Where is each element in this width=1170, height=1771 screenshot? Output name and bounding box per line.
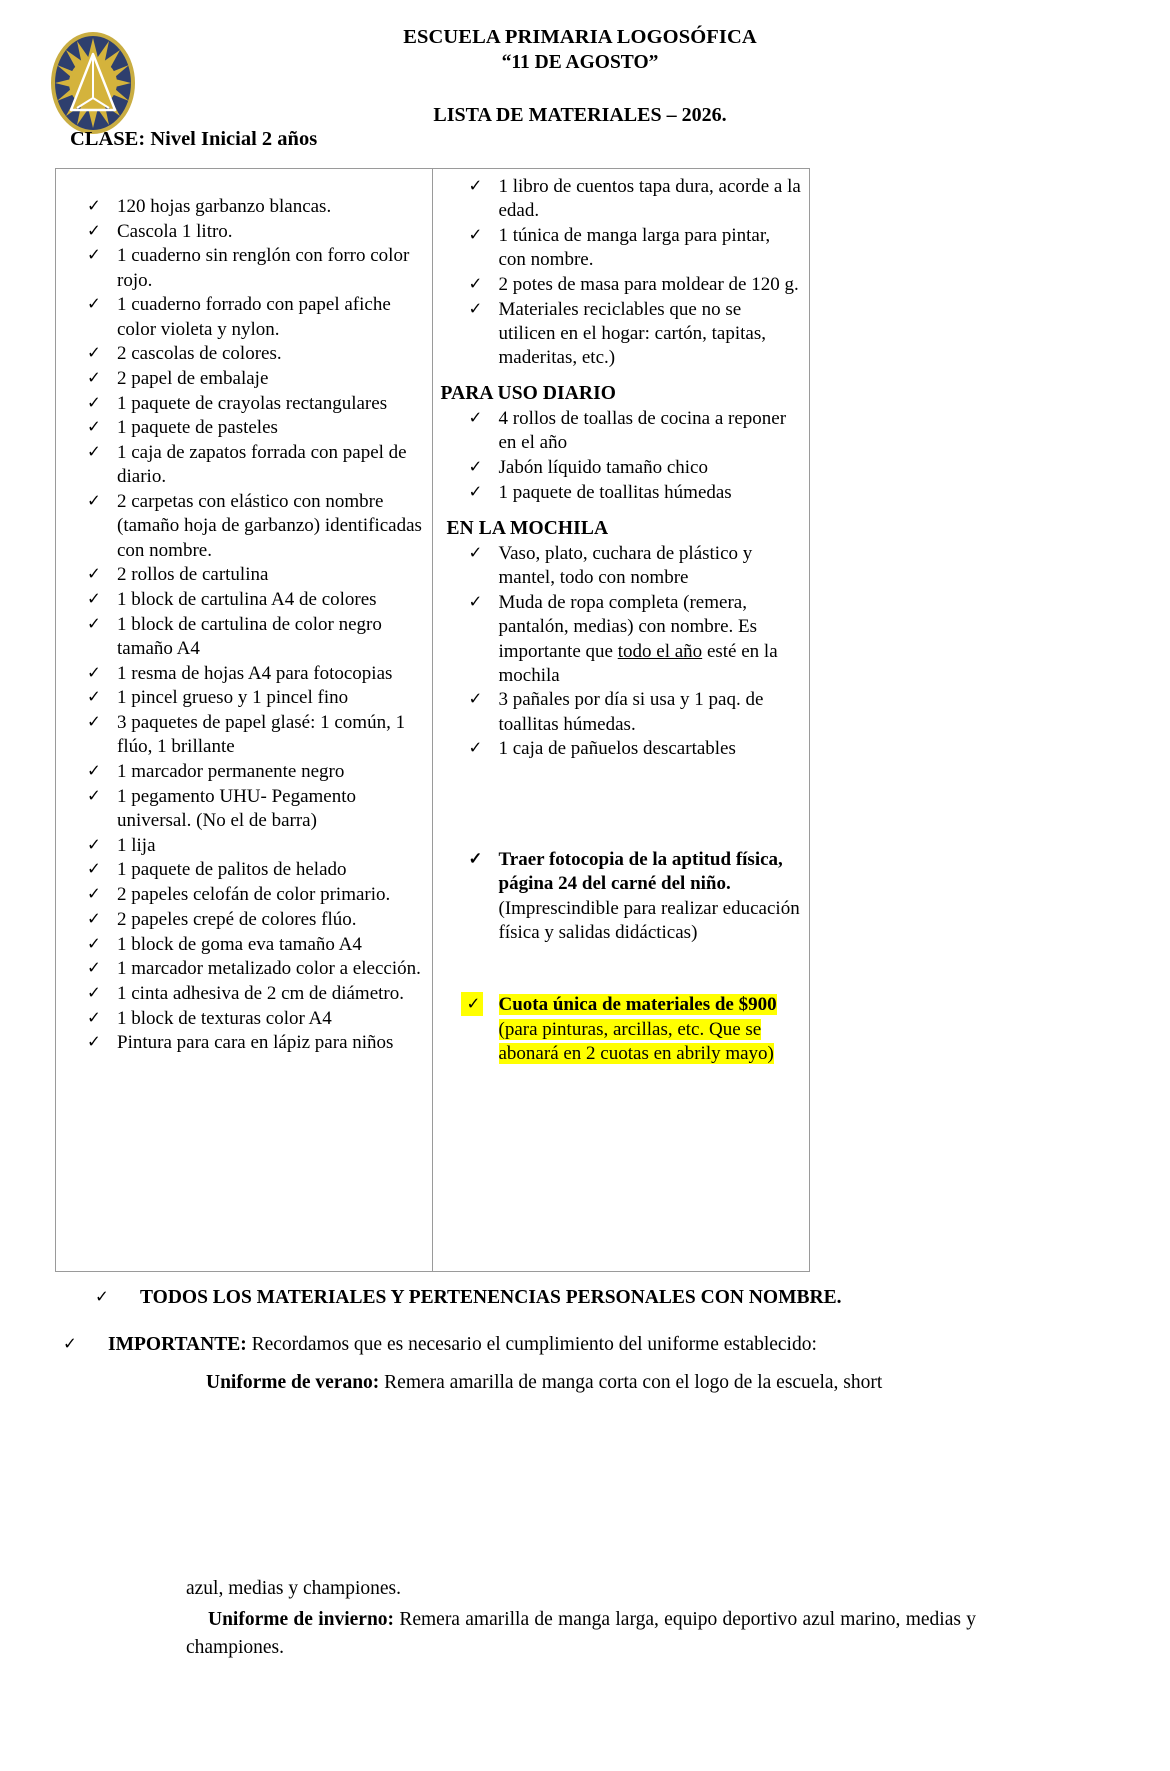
backpack-item-emphasis: todo el año <box>617 640 703 662</box>
check-icon: ✓ <box>87 1032 101 1052</box>
daily-item <box>455 407 802 455</box>
fotocopia-note-bold: Traer fotocopia de la aptitud física, página 24 del carné del niño. <box>498 849 783 895</box>
material-item-text: 2 rollos de cartulina <box>117 564 269 586</box>
material-item <box>76 908 424 932</box>
daily-item <box>455 481 802 505</box>
material-item-text: 1 resma de hojas A4 para fotocopias <box>117 662 393 684</box>
material-item <box>76 711 424 759</box>
check-icon: ✓ <box>87 368 101 388</box>
backpack-item-text: 1 caja de pañuelos descartables <box>498 738 736 760</box>
backpack-item <box>455 688 802 736</box>
material-item-text: Materiales reciclables que no se utilicen en el hogar: cartón, tapitas, maderitas, etc.) <box>498 298 766 369</box>
class-label: CLASE: <box>70 128 146 150</box>
check-icon: ✓ <box>87 343 101 363</box>
check-icon: ✓ <box>468 689 483 709</box>
check-icon: ✓ <box>87 245 101 265</box>
materials-table <box>55 168 810 1272</box>
backpack-list <box>455 542 802 761</box>
check-icon: ✓ <box>468 849 483 869</box>
check-icon: ✓ <box>87 589 101 608</box>
material-item-text: 2 papeles celofán de color primario. <box>117 884 391 906</box>
check-icon: ✓ <box>87 687 101 707</box>
material-item <box>76 588 424 612</box>
material-item <box>76 220 424 244</box>
material-item-text: 2 papeles crepé de colores flúo. <box>117 908 357 930</box>
material-item-text: Pintura para cara en lápiz para niños <box>117 1032 394 1054</box>
check-icon: ✓ <box>87 417 101 437</box>
material-item <box>76 244 424 292</box>
material-item-text: 1 caja de zapatos forrada con papel de diario. <box>117 442 407 488</box>
check-icon: ✓ <box>87 613 101 633</box>
material-item <box>76 834 424 858</box>
vertical-spacer <box>455 762 802 848</box>
all-materials-period: . <box>836 1287 842 1308</box>
fotocopia-note-item <box>455 848 802 945</box>
backpack-item-text: Muda de ropa completa (remera, pantalón, medias) con nombre. Es importante que <box>498 592 758 662</box>
material-item-text: 1 túnica de manga larga para pintar, con nombre. <box>498 224 771 271</box>
right-top-list <box>455 175 802 370</box>
check-icon: ✓ <box>87 712 101 732</box>
material-item <box>76 613 424 661</box>
fee-note-amount: $900 <box>738 994 777 1016</box>
document-footer <box>0 1285 1170 1658</box>
material-item <box>76 367 424 391</box>
daily-item-text: 1 paquete de toallitas húmedas <box>498 481 732 503</box>
material-item <box>455 224 802 272</box>
material-item <box>76 760 424 784</box>
material-item-text: 2 papel de embalaje <box>117 368 269 390</box>
summer-uniform-label: Uniforme de verano: <box>206 1371 380 1393</box>
left-materials-list <box>76 195 424 1056</box>
material-item-text: 1 block de cartulina de color negro tamaño A4 <box>117 613 382 659</box>
material-item <box>76 686 424 710</box>
material-item-text: 1 paquete de crayolas rectangulares <box>117 392 388 414</box>
material-item <box>76 563 424 587</box>
check-icon: ✓ <box>468 176 483 195</box>
fee-note <box>455 993 802 1066</box>
important-text: Recordamos que es necesario el cumplimiento del uniforme establecido: <box>246 1334 817 1356</box>
vertical-spacer-2 <box>455 945 802 993</box>
all-materials-text: TODOS LOS MATERIALES Y PERTENENCIAS PERSONALES CON NOMBRE <box>140 1287 837 1308</box>
backpack-item-text: Vaso, plato, cuchara de plástico y mantel, todo con nombre <box>498 543 753 589</box>
material-item-text: 1 cinta adhesiva de 2 cm de diámetro. <box>117 983 405 1004</box>
school-crest-logo <box>47 28 139 138</box>
winter-uniform-text: Remera amarilla de manga larga, equipo deportivo azul marino, medias y championes. <box>186 1609 976 1658</box>
material-item-text: 1 marcador metalizado color a elección. <box>117 958 421 980</box>
check-icon: ✓ <box>87 785 101 805</box>
check-icon: ✓ <box>87 908 101 928</box>
class-line <box>70 128 317 151</box>
check-icon: ✓ <box>468 481 483 501</box>
material-item-text: 2 carpetas con elástico con nombre (tamaño hoja de garbanzo) identificadas con nombre. <box>117 491 422 561</box>
material-item-text: 1 block de texturas color A4 <box>117 1007 332 1029</box>
daily-item-text: 4 rollos de toallas de cocina a reponer en el año <box>498 408 787 454</box>
check-icon: ✓ <box>87 196 101 215</box>
all-materials-note <box>95 1285 1170 1310</box>
check-icon: ✓ <box>95 1287 109 1306</box>
check-icon: ✓ <box>461 992 484 1015</box>
backpack-item-text-tail: esté en la mochila <box>498 640 778 686</box>
check-icon: ✓ <box>87 491 101 511</box>
summer-uniform-continued: azul, medias y championes. <box>186 1578 401 1599</box>
check-icon: ✓ <box>468 543 483 563</box>
backpack-item-text: 3 pañales por día si usa y 1 paq. de toallitas húmedas. <box>498 689 764 735</box>
summer-uniform-text: Remera amarilla de manga corta con el logo de la escuela, short <box>379 1371 883 1393</box>
material-item <box>76 957 424 981</box>
document-header <box>0 0 1170 160</box>
school-name: ESCUELA PRIMARIA LOGOSÓFICA <box>403 26 757 48</box>
material-item <box>76 195 424 219</box>
material-item-text: 2 cascolas de colores. <box>117 343 282 365</box>
material-item-text: 1 cuaderno sin renglón con forro color rojo. <box>117 245 410 291</box>
summer-uniform-line <box>206 1370 966 1396</box>
important-note <box>63 1332 1170 1357</box>
material-item <box>76 490 424 563</box>
material-item-text: 120 hojas garbanzo blancas. <box>117 196 332 217</box>
material-item-text: Cascola 1 litro. <box>117 220 233 242</box>
material-item-text: 1 paquete de pasteles <box>117 417 278 439</box>
check-icon: ✓ <box>87 834 101 854</box>
check-icon: ✓ <box>87 564 101 584</box>
materials-column-left <box>56 169 433 1271</box>
check-icon: ✓ <box>87 392 101 412</box>
backpack-item <box>455 737 802 761</box>
material-item <box>76 1031 424 1055</box>
check-icon: ✓ <box>87 933 101 953</box>
material-item-text: 1 block de goma eva tamaño A4 <box>117 933 362 955</box>
material-item-text: 3 paquetes de papel glasé: 1 común, 1 flúo, 1 brillante <box>117 712 406 758</box>
material-item <box>76 392 424 416</box>
class-value: Nivel Inicial 2 años <box>150 128 318 150</box>
backpack-heading: EN LA MOCHILA <box>446 518 609 540</box>
check-icon: ✓ <box>87 294 101 314</box>
check-icon: ✓ <box>87 442 101 462</box>
backpack-item <box>455 591 802 688</box>
title-block <box>180 24 980 127</box>
check-icon: ✓ <box>87 1007 101 1027</box>
check-icon: ✓ <box>87 761 101 781</box>
material-item <box>76 342 424 366</box>
daily-use-heading: PARA USO DIARIO <box>440 383 617 405</box>
material-item <box>76 982 424 1006</box>
winter-uniform-label: Uniforme de invierno: <box>208 1609 395 1631</box>
material-item <box>455 175 802 223</box>
check-icon: ✓ <box>87 662 101 682</box>
material-item <box>76 785 424 833</box>
material-item <box>76 293 424 341</box>
school-subtitle: “11 DE AGOSTO” <box>501 52 659 74</box>
check-icon: ✓ <box>468 457 483 477</box>
fotocopia-note-list <box>455 848 802 945</box>
uniform-continuation <box>186 1575 976 1661</box>
material-item-text: 1 cuaderno forrado con papel afiche color violeta y nylon. <box>117 294 391 340</box>
material-item <box>76 1007 424 1031</box>
material-item-text: 1 block de cartulina A4 de colores <box>117 589 377 610</box>
material-item-text: 1 pegamento UHU- Pegamento universal. (No el de barra) <box>117 785 357 831</box>
material-item <box>76 933 424 957</box>
check-icon: ✓ <box>468 224 483 244</box>
material-item-text: 1 marcador permanente negro <box>117 761 345 783</box>
daily-use-list <box>455 407 802 505</box>
material-item <box>76 662 424 686</box>
check-icon: ✓ <box>63 1334 77 1354</box>
check-icon: ✓ <box>468 408 483 428</box>
check-icon: ✓ <box>468 298 483 318</box>
material-item-text: 1 paquete de palitos de helado <box>117 859 347 881</box>
check-icon: ✓ <box>468 738 483 758</box>
material-item <box>76 416 424 440</box>
check-icon: ✓ <box>87 220 101 240</box>
check-icon: ✓ <box>87 859 101 879</box>
check-icon: ✓ <box>87 983 101 1002</box>
material-item <box>76 858 424 882</box>
material-item <box>76 883 424 907</box>
daily-item <box>455 456 802 480</box>
daily-item-text: Jabón líquido tamaño chico <box>498 457 708 479</box>
material-item-text: 1 libro de cuentos tapa dura, acorde a la edad. <box>498 176 801 222</box>
fee-note-detail: (para pinturas, arcillas, etc. Que se abonará en 2 cuotas en abrily mayo) <box>498 1018 774 1064</box>
material-item-text: 1 lija <box>117 834 156 856</box>
important-label: IMPORTANTE: <box>108 1334 247 1356</box>
fotocopia-note-normal: (Imprescindible para realizar educación física y salidas didácticas) <box>498 897 800 943</box>
check-icon: ✓ <box>468 273 483 293</box>
materials-column-right <box>433 169 810 1271</box>
material-item <box>455 273 802 297</box>
check-icon: ✓ <box>87 884 101 904</box>
fee-note-label: Cuota única de materiales de <box>498 994 739 1016</box>
check-icon: ✓ <box>87 958 101 978</box>
material-item-text: 1 pincel grueso y 1 pincel fino <box>117 687 349 709</box>
winter-uniform-line <box>186 1606 976 1661</box>
list-title: LISTA DE MATERIALES – 2026. <box>433 103 727 126</box>
material-item-text: 2 potes de masa para moldear de 120 g. <box>498 273 799 295</box>
material-item <box>455 298 802 371</box>
backpack-item <box>455 542 802 590</box>
check-icon: ✓ <box>468 592 483 612</box>
material-item <box>76 441 424 489</box>
